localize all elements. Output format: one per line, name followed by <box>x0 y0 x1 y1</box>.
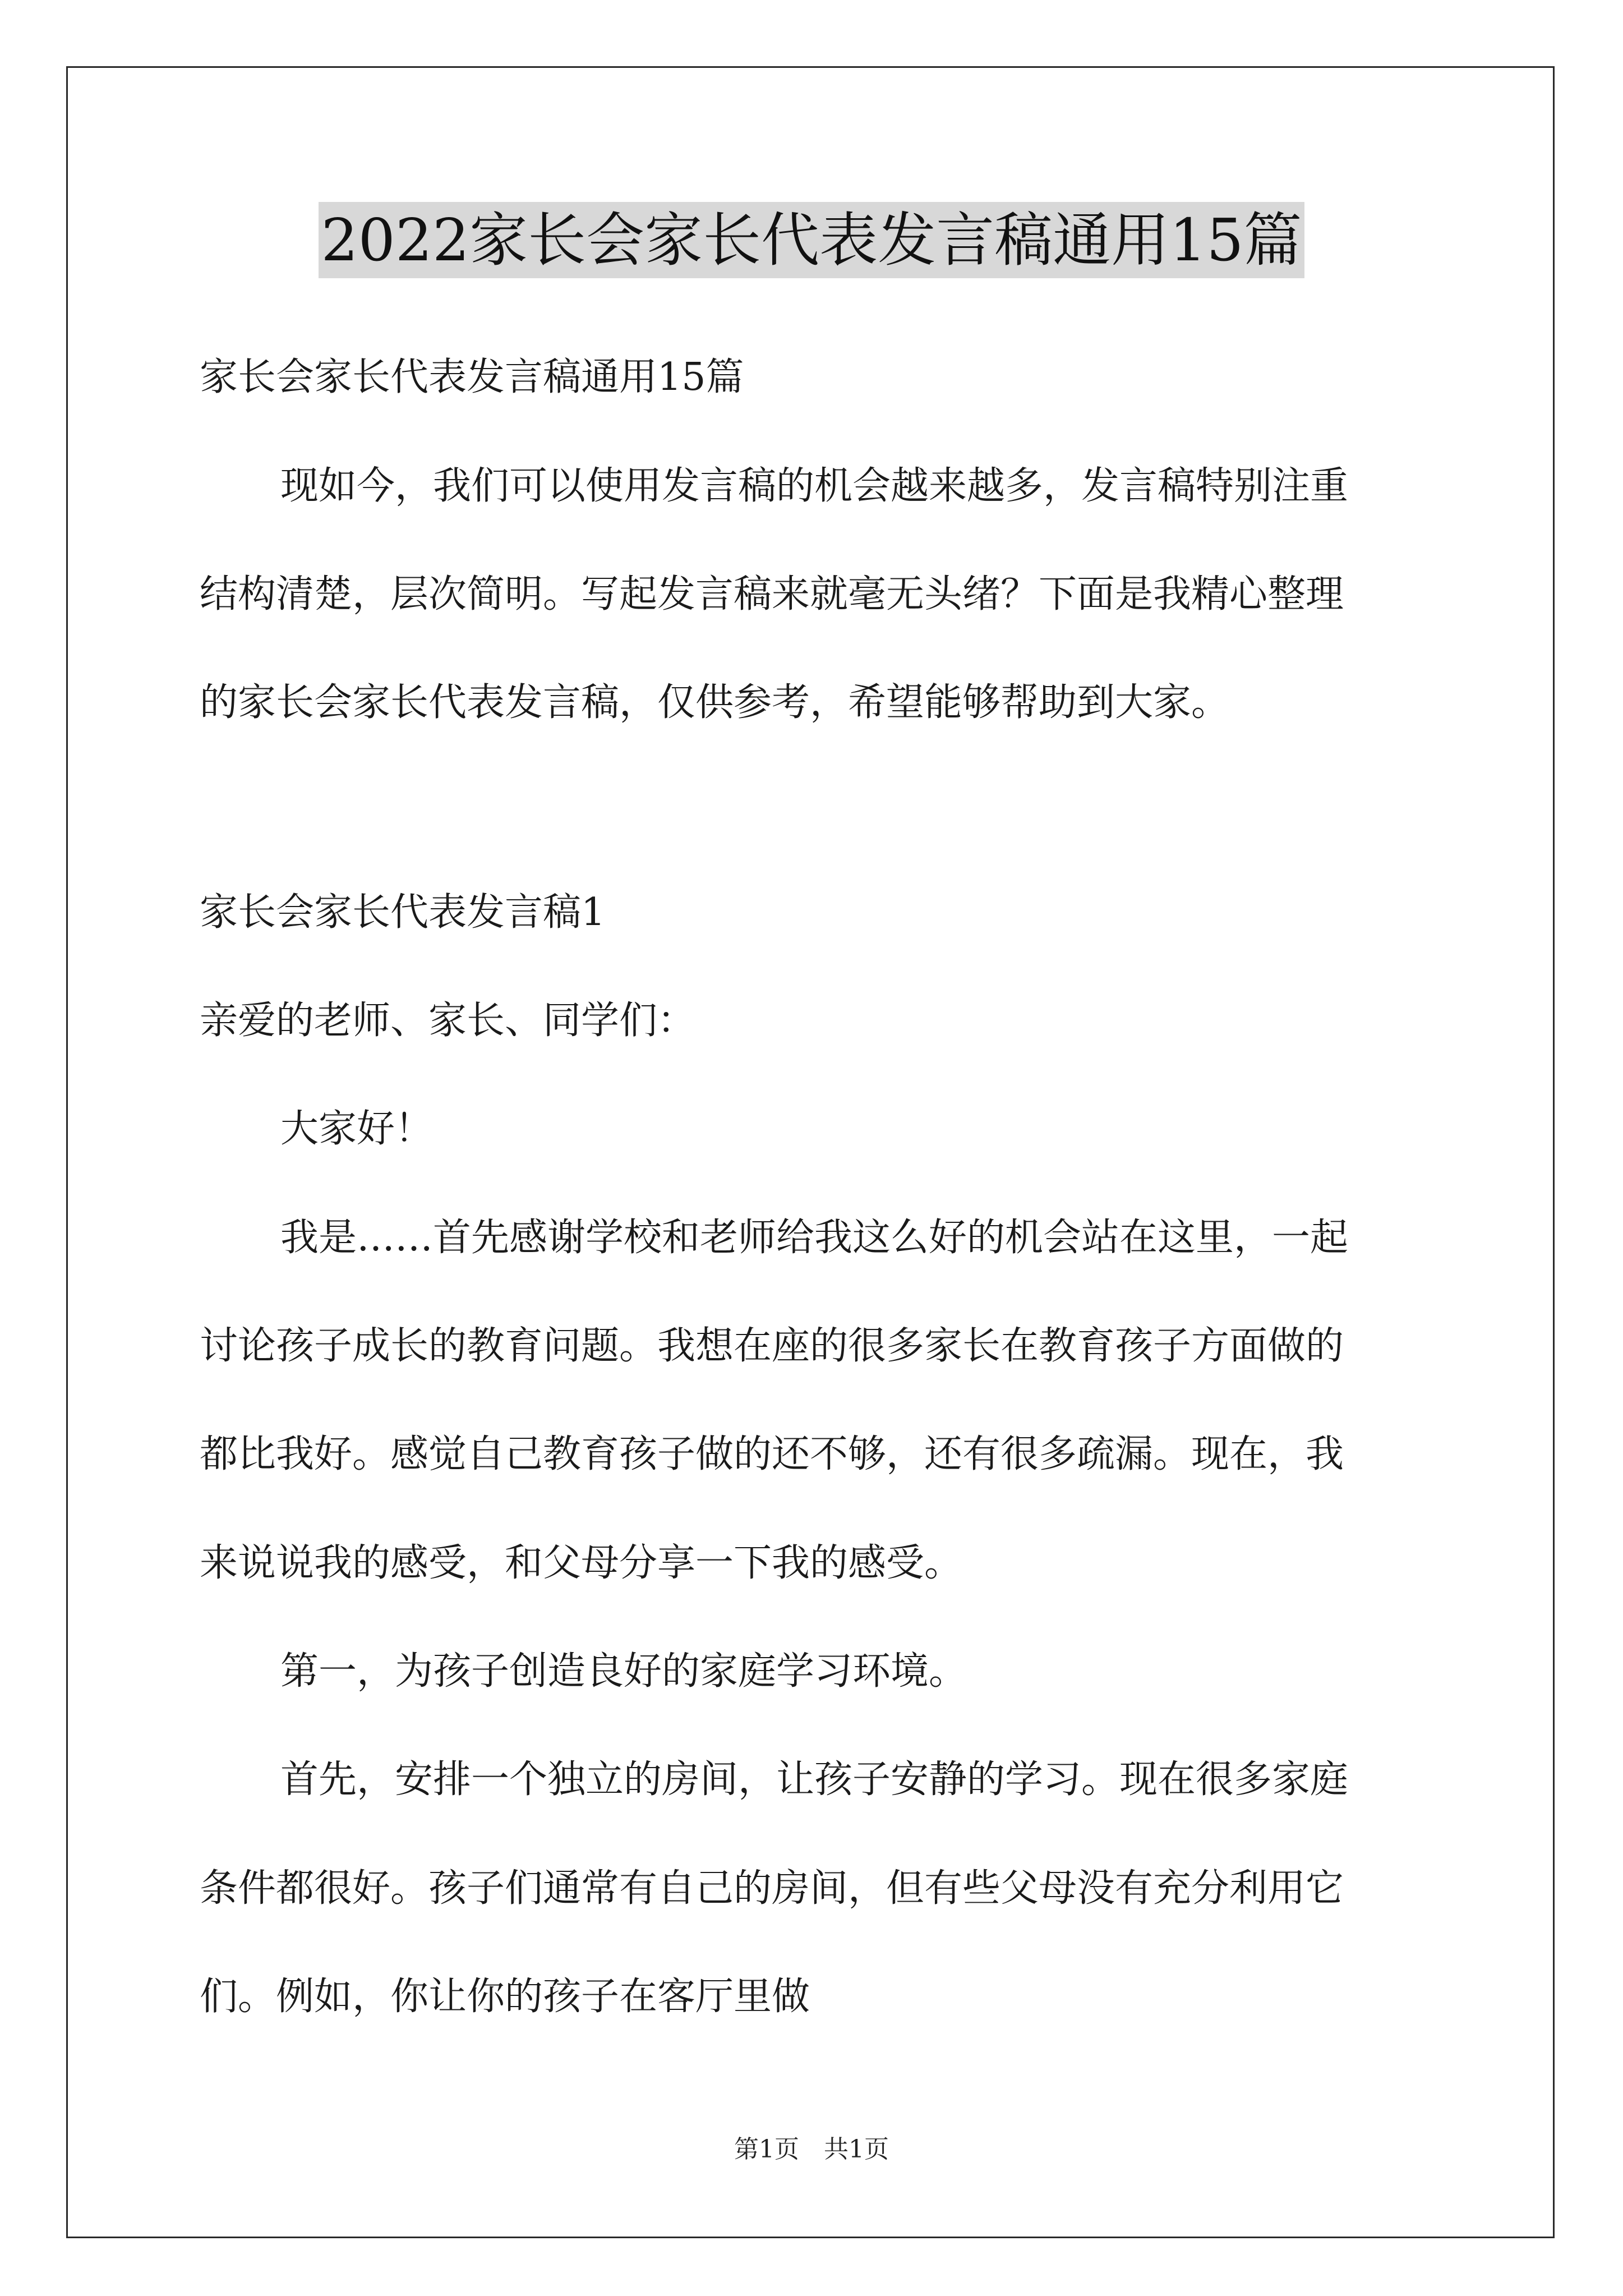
section-heading: 家长会家长代表发言稿1 <box>200 890 606 935</box>
para2-line-3: 们。例如，你让你的孩子在客厅里做 <box>200 1975 810 2019</box>
point1: 第一，为孩子创造良好的家庭学习环境。 <box>280 1649 967 1694</box>
intro-line-3: 的家长会家长代表发言稿，仅供参考，希望能够帮助到大家。 <box>200 680 1230 725</box>
para2-line-1: 首先，安排一个独立的房间，让孩子安静的学习。现在很多家庭 <box>280 1757 1349 1802</box>
para1-line-3: 都比我好。感觉自己教育孩子做的还不够，还有很多疏漏。现在，我 <box>200 1432 1344 1476</box>
document-title: 2022家长会家长代表发言稿通用15篇 <box>319 202 1304 278</box>
page-footer <box>0 2133 1623 2166</box>
page-total: 共1页 <box>824 2135 889 2164</box>
para1-line-4: 来说说我的感受，和父母分享一下我的感受。 <box>200 1541 963 1585</box>
subtitle: 家长会家长代表发言稿通用15篇 <box>200 355 744 399</box>
intro-line-1: 现如今，我们可以使用发言稿的机会越来越多，发言稿特别注重 <box>280 464 1349 508</box>
para1-line-2: 讨论孩子成长的教育问题。我想在座的很多家长在教育孩子方面做的 <box>200 1324 1344 1368</box>
intro-line-2: 结构清楚，层次简明。写起发言稿来就毫无头绪？下面是我精心整理 <box>200 572 1344 616</box>
para1-line-1: 我是……首先感谢学校和老师给我这么好的机会站在这里，一起 <box>280 1216 1349 1260</box>
page-number: 第1页 <box>734 2135 799 2164</box>
salutation: 亲爱的老师、家长、同学们： <box>200 999 696 1043</box>
greeting: 大家好！ <box>280 1107 434 1151</box>
title-block <box>0 202 1623 278</box>
para2-line-2: 条件都很好。孩子们通常有自己的房间，但有些父母没有充分利用它 <box>200 1866 1344 1911</box>
